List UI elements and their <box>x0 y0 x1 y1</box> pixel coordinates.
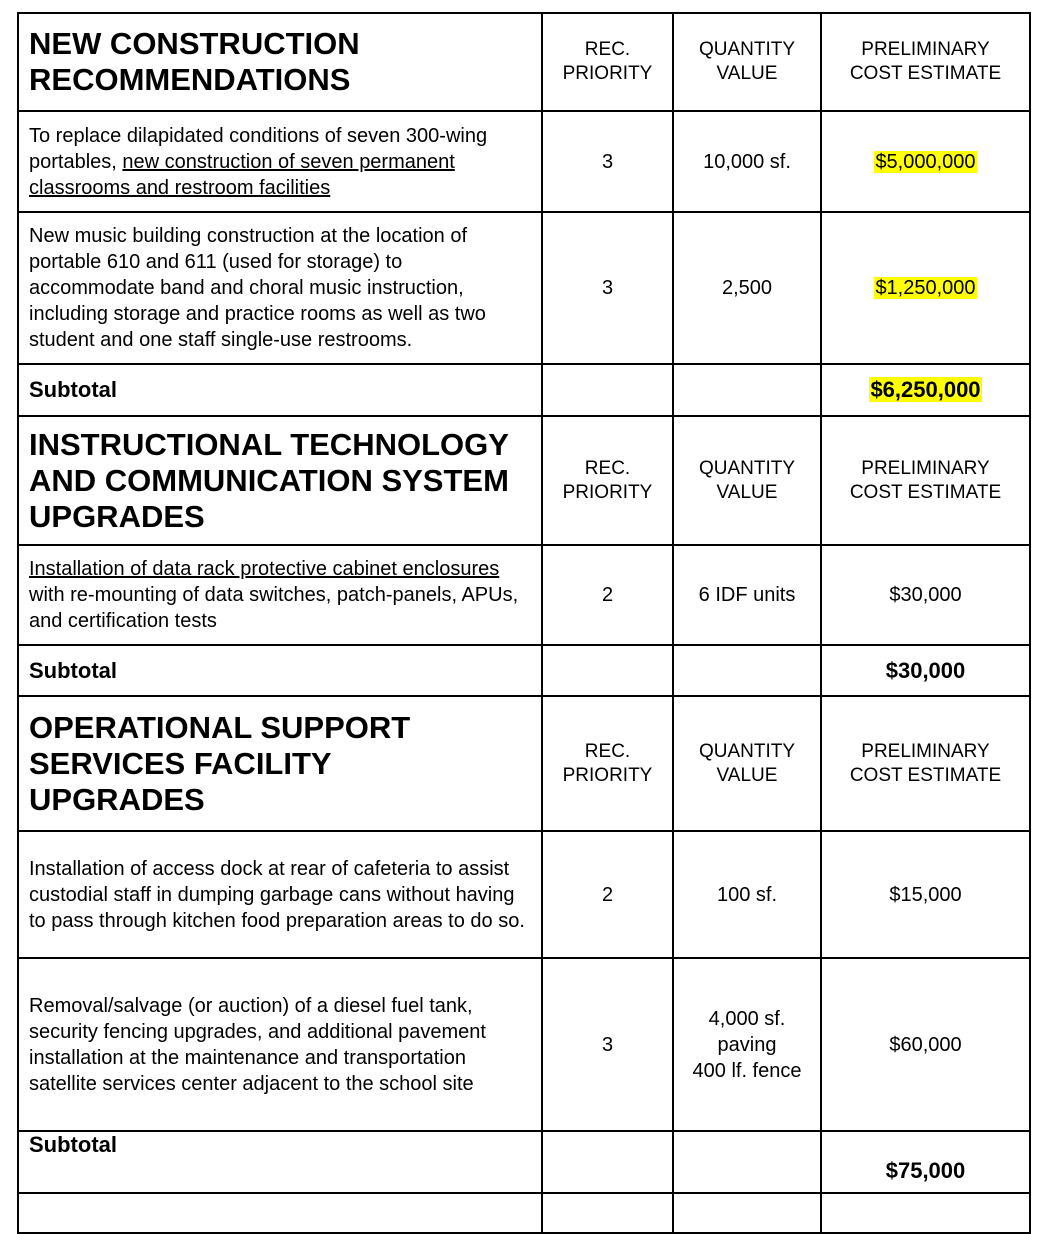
row-priority: 3 <box>542 212 673 364</box>
cost-column-header: PRELIMINARY COST ESTIMATE <box>821 13 1030 111</box>
empty-cell <box>542 364 673 416</box>
row-priority: 3 <box>542 111 673 212</box>
section-header-row <box>18 416 1030 545</box>
row-description: Installation of data rack protective cabinet enclosures with re-mounting of data switches, patch-panels, APUs, and certification tests <box>18 545 542 645</box>
quantity-column-header: QUANTITY VALUE <box>673 696 821 831</box>
row-quantity: 10,000 sf. <box>673 111 821 212</box>
row-quantity: 6 IDF units <box>673 545 821 645</box>
subtotal-row <box>18 645 1030 696</box>
row-description: Removal/salvage (or auction) of a diesel fuel tank, security fencing upgrades, and additional pavement installation at the maintenance and transportation satellite services center adjacent to the school site <box>18 958 542 1131</box>
highlighted-cost: $1,250,000 <box>875 277 976 299</box>
table-row <box>18 212 1030 364</box>
highlighted-cost: $5,000,000 <box>875 150 976 173</box>
empty-cell <box>18 1193 542 1233</box>
subtotal-label: Subtotal <box>18 1131 542 1193</box>
row-description: To replace dilapidated conditions of seven 300-wing portables, new construction of seven permanent classrooms and restroom facilities <box>18 111 542 212</box>
priority-column-header: REC. PRIORITY <box>542 696 673 831</box>
section-title: NEW CONSTRUCTION RECOMMENDATIONS <box>18 13 542 111</box>
empty-cell <box>542 1131 673 1193</box>
subtotal-value <box>821 364 1030 416</box>
table-row <box>18 111 1030 212</box>
empty-cell <box>673 645 821 696</box>
empty-cell <box>673 1193 821 1233</box>
row-quantity: 100 sf. <box>673 831 821 958</box>
row-priority: 3 <box>542 958 673 1131</box>
row-quantity: 4,000 sf. paving 400 lf. fence <box>673 958 821 1131</box>
section-header-row <box>18 13 1030 111</box>
table-row <box>18 1193 1030 1233</box>
row-quantity: 2,500 <box>673 212 821 364</box>
row-description: New music building construction at the location of portable 610 and 611 (used for storage) to accommodate band and choral music instruction, including storage and practice rooms as well as two student and one staff single-use restrooms. <box>18 212 542 364</box>
row-cost: $30,000 <box>821 545 1030 645</box>
section-header-row <box>18 696 1030 831</box>
subtotal-row <box>18 364 1030 416</box>
row-cost <box>821 212 1030 364</box>
subtotal-value: $75,000 <box>821 1131 1030 1193</box>
table-row <box>18 545 1030 645</box>
empty-cell <box>542 645 673 696</box>
section-title: INSTRUCTIONAL TECHNOLOGY AND COMMUNICATION SYSTEM UPGRADES <box>18 416 542 545</box>
priority-column-header: REC. PRIORITY <box>542 13 673 111</box>
row-priority: 2 <box>542 545 673 645</box>
table-row <box>18 831 1030 958</box>
cost-estimate-table <box>17 12 1031 1234</box>
section-title: OPERATIONAL SUPPORT SERVICES FACILITY UPGRADES <box>18 696 542 831</box>
subtotal-value: $30,000 <box>821 645 1030 696</box>
cost-column-header: PRELIMINARY COST ESTIMATE <box>821 416 1030 545</box>
subtotal-row <box>18 1131 1030 1193</box>
row-cost: $60,000 <box>821 958 1030 1131</box>
description-link[interactable]: new construction of seven permanent classrooms and restroom facilities <box>29 150 455 199</box>
quantity-column-header: QUANTITY VALUE <box>673 416 821 545</box>
empty-cell <box>673 364 821 416</box>
row-cost: $15,000 <box>821 831 1030 958</box>
table-row <box>18 958 1030 1131</box>
subtotal-label: Subtotal <box>18 645 542 696</box>
empty-cell <box>821 1193 1030 1233</box>
priority-column-header: REC. PRIORITY <box>542 416 673 545</box>
highlighted-subtotal: $6,250,000 <box>870 377 981 402</box>
cost-column-header: PRELIMINARY COST ESTIMATE <box>821 696 1030 831</box>
subtotal-label: Subtotal <box>18 364 542 416</box>
row-cost <box>821 111 1030 212</box>
description-link[interactable]: Installation of data rack protective cabinet enclosures <box>29 558 500 580</box>
quantity-column-header: QUANTITY VALUE <box>673 13 821 111</box>
empty-cell <box>673 1131 821 1193</box>
row-priority: 2 <box>542 831 673 958</box>
empty-cell <box>542 1193 673 1233</box>
row-description: Installation of access dock at rear of cafeteria to assist custodial staff in dumping garbage cans without having to pass through kitchen food preparation areas to do so. <box>18 831 542 958</box>
